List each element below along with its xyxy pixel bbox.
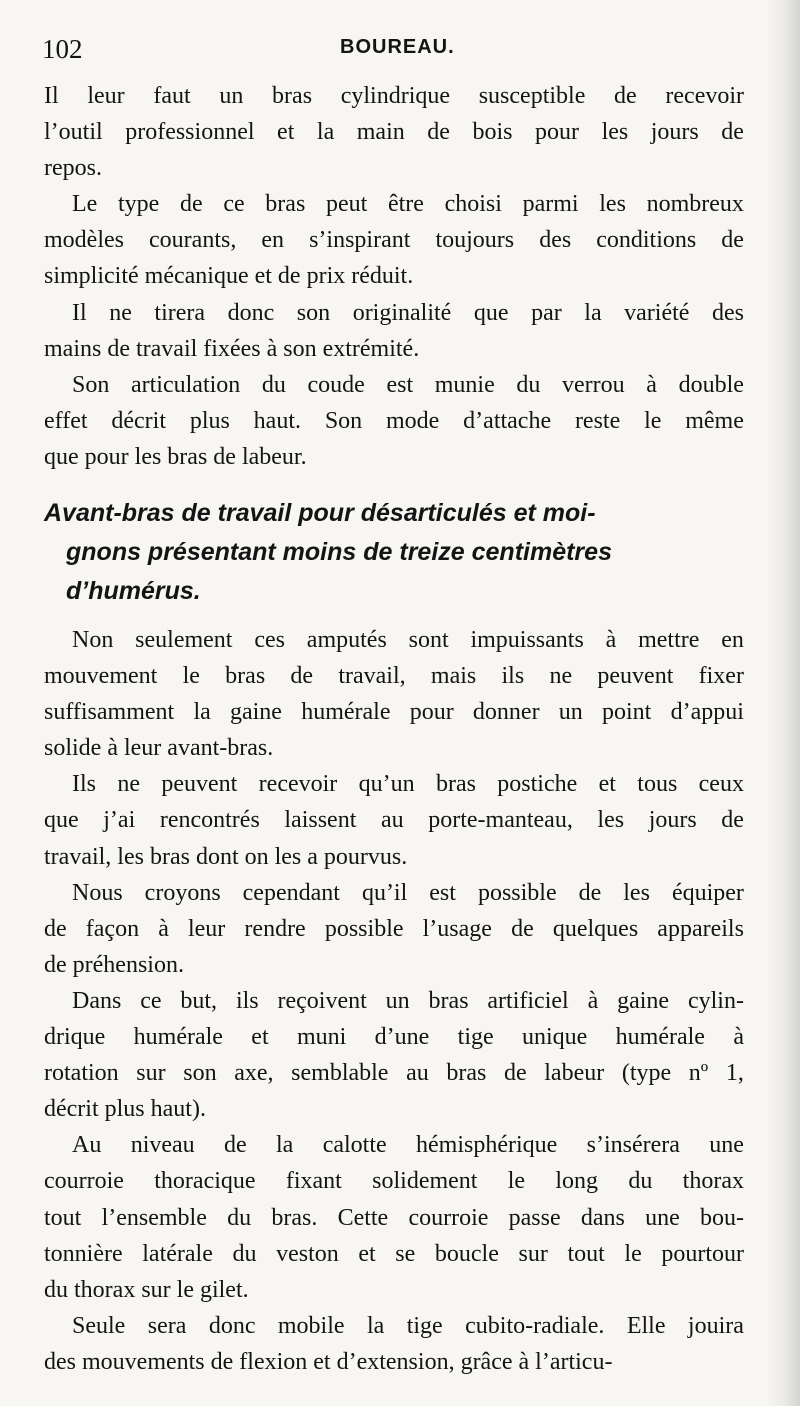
text-line: simplicité mécanique et de prix réduit.: [44, 263, 414, 290]
word: bras: [265, 191, 306, 218]
word: leur: [187, 915, 226, 942]
word: j’ai: [103, 807, 136, 834]
word: cylindrique: [340, 83, 451, 109]
word: qu’il: [361, 879, 408, 906]
text-line: [44, 983, 744, 1019]
word: gaine: [229, 699, 282, 726]
word: humérale: [301, 699, 391, 726]
word: unique: [522, 1024, 588, 1051]
word: travail,: [338, 663, 406, 690]
word: Seule: [72, 1312, 126, 1339]
word: reçoivent: [277, 987, 367, 1014]
word: appareils: [657, 915, 744, 942]
word: bou-: [700, 1204, 744, 1231]
word: toujours: [435, 227, 515, 254]
word: nombreux: [646, 191, 744, 218]
running-head: [42, 32, 742, 68]
word: à: [605, 627, 617, 653]
word: jouira: [687, 1312, 744, 1339]
text-line: [44, 186, 744, 222]
word: la: [316, 119, 335, 146]
word: au: [380, 807, 404, 834]
word: jours: [650, 119, 699, 146]
word: est: [386, 371, 414, 398]
text-line: solide à leur avant-bras.: [44, 735, 274, 762]
word: fixer: [698, 663, 744, 690]
text-line: [44, 802, 744, 838]
running-title: BOUREAU.: [340, 36, 455, 58]
word: bras: [446, 1060, 487, 1087]
word: ils: [235, 987, 259, 1014]
word: à: [646, 371, 657, 398]
word: le: [644, 407, 662, 434]
word: drique: [44, 1024, 106, 1051]
word: du: [628, 1168, 653, 1195]
word: Cette: [337, 1204, 389, 1231]
word: type: [117, 191, 160, 218]
word: fixant: [285, 1168, 342, 1195]
word: la: [366, 1312, 385, 1339]
word: la: [193, 699, 211, 726]
word: mobile: [277, 1312, 345, 1339]
word: un: [219, 83, 244, 109]
word: du: [516, 371, 541, 398]
word: conditions: [596, 227, 697, 254]
word: par: [531, 299, 562, 326]
text-line: travail, les bras dont on les a pourvus.: [44, 843, 408, 870]
word: se: [395, 1240, 416, 1267]
text-line: [44, 694, 744, 730]
word: artificiel: [487, 987, 569, 1014]
word: les: [599, 191, 626, 218]
word: le: [507, 1168, 526, 1195]
word: l’usage: [422, 915, 492, 942]
word: dans: [580, 1204, 625, 1231]
word: mouvement: [44, 663, 158, 690]
text-line: [44, 1200, 744, 1236]
word: thorax: [682, 1168, 744, 1195]
text-line: [44, 1055, 744, 1091]
word: bras.: [271, 1204, 318, 1231]
text-line: [44, 114, 744, 150]
word: son: [183, 1060, 217, 1087]
word: ce: [140, 987, 162, 1014]
body-text-section-2: [44, 622, 744, 1380]
word: coude: [307, 371, 365, 398]
word: au: [406, 1060, 429, 1087]
word: bras: [225, 663, 266, 690]
word: un: [385, 987, 410, 1014]
word: rencontrés: [159, 807, 260, 834]
word: s’insérera: [586, 1132, 680, 1159]
word: les: [601, 119, 629, 146]
word: amputés: [306, 627, 387, 653]
word: sera: [147, 1312, 187, 1339]
word: laissent: [284, 807, 357, 834]
word: effet: [44, 407, 88, 434]
word: latérale: [142, 1240, 213, 1267]
word: d’une: [374, 1024, 430, 1051]
body-text-section-1: [44, 78, 744, 475]
word: tout: [567, 1240, 605, 1267]
word: l’outil: [44, 119, 103, 146]
word: que: [473, 299, 509, 326]
text-line: [44, 1127, 744, 1163]
text-line: des mouvements de flexion et d’extension, grâce à l’articu-: [44, 1348, 613, 1375]
word: peuvent: [161, 771, 238, 798]
word: courants,: [149, 227, 237, 254]
word: courroie: [44, 1168, 124, 1195]
word: des: [712, 299, 744, 326]
word: tige: [406, 1312, 443, 1339]
word: d’attache: [463, 407, 552, 434]
word: des: [539, 227, 572, 254]
word: que: [44, 807, 79, 834]
word: main: [356, 119, 405, 146]
page-edge-shadow: [766, 0, 800, 1406]
text-line: [44, 766, 744, 802]
word: la: [584, 299, 602, 326]
word: pourtour: [661, 1240, 744, 1267]
word: de: [179, 191, 203, 218]
word: Elle: [626, 1312, 666, 1339]
text-line: repos.: [44, 155, 102, 182]
text-line: [44, 875, 744, 911]
word: labeur: [544, 1060, 605, 1087]
word: bras: [428, 987, 469, 1014]
word: Dans: [72, 987, 122, 1014]
text-line: mains de travail fixées à son extrémité.: [44, 335, 420, 362]
word: en: [721, 627, 744, 653]
word: solidement: [372, 1168, 478, 1195]
text-line: [44, 1236, 744, 1272]
text-line: [44, 1308, 744, 1344]
word: seulement: [135, 627, 233, 653]
word: ils: [501, 663, 525, 690]
word: cylin-: [687, 987, 744, 1014]
word: une: [709, 1132, 744, 1159]
page-number: 102: [42, 34, 83, 64]
word: ces: [254, 627, 285, 653]
text-line: décrit plus haut).: [44, 1096, 206, 1123]
word: articulation: [130, 371, 241, 398]
word: plus: [189, 407, 230, 434]
word: être: [387, 191, 424, 218]
word: les: [623, 879, 650, 906]
text-line: [44, 1019, 744, 1055]
word: quelques: [552, 915, 639, 942]
word: muni: [296, 1024, 347, 1051]
word: recevoir: [258, 771, 338, 798]
word: thoracique: [154, 1168, 256, 1195]
word: le: [182, 663, 200, 690]
word: Au: [72, 1132, 102, 1159]
text-line: [44, 367, 744, 403]
word: de: [44, 915, 67, 942]
word: jours: [648, 807, 697, 834]
text-line: [44, 78, 744, 114]
word: passe: [508, 1204, 561, 1231]
word: semblable: [291, 1060, 389, 1087]
word: décrit: [111, 407, 166, 434]
word: but,: [180, 987, 218, 1014]
word: haut.: [253, 407, 301, 434]
word: croyons: [144, 879, 221, 906]
word: ceux: [698, 771, 744, 798]
word: tous: [637, 771, 678, 798]
word: donc: [227, 299, 275, 326]
word: du: [232, 1240, 257, 1267]
word: de: [721, 227, 744, 254]
word: ne: [549, 663, 573, 690]
word: Son: [324, 407, 363, 434]
word: variété: [624, 299, 690, 326]
word: même: [685, 407, 744, 434]
text-line: [44, 222, 744, 258]
word: équiper: [671, 879, 744, 906]
word: de: [721, 119, 744, 146]
word: porte-manteau,: [428, 807, 573, 834]
word: possible: [324, 915, 404, 942]
word: d’appui: [670, 699, 744, 726]
word: reste: [574, 407, 621, 434]
word: professionnel: [125, 119, 255, 146]
word: faut: [153, 83, 191, 109]
word: qu’un: [358, 771, 415, 798]
word: cubito-radiale.: [465, 1312, 605, 1339]
word: choisi: [444, 191, 502, 218]
word: de: [614, 83, 637, 109]
text-line: [44, 658, 744, 694]
word: tige: [457, 1024, 494, 1051]
word: postiche: [497, 771, 578, 798]
word: son: [296, 299, 331, 326]
word: axe,: [234, 1060, 274, 1087]
word: bras: [435, 771, 476, 798]
word: niveau: [130, 1132, 195, 1159]
word: façon: [85, 915, 140, 942]
word: nº: [688, 1060, 709, 1087]
word: 1,: [725, 1060, 744, 1087]
word: de: [503, 1060, 527, 1087]
word: hémisphérique: [416, 1132, 558, 1159]
word: pour: [535, 119, 580, 146]
word: sur: [518, 1240, 548, 1267]
word: l’ensemble: [101, 1204, 207, 1231]
word: Il: [44, 83, 59, 109]
word: Non: [72, 627, 114, 653]
word: long: [555, 1168, 599, 1195]
word: recevoir: [665, 83, 744, 109]
word: en: [261, 227, 285, 254]
word: possible: [477, 879, 557, 906]
word: tout: [44, 1204, 82, 1231]
word: mais: [430, 663, 477, 690]
word: susceptible: [478, 83, 586, 109]
word: point: [602, 699, 652, 726]
word: et: [358, 1240, 376, 1267]
word: sur: [136, 1060, 166, 1087]
text-line: du thorax sur le gilet.: [44, 1276, 249, 1303]
word: bois: [472, 119, 513, 146]
section-heading: [44, 494, 756, 611]
word: donner: [472, 699, 540, 726]
word: peuvent: [597, 663, 674, 690]
word: gaine: [617, 987, 670, 1014]
word: la: [276, 1132, 294, 1159]
word: pour: [409, 699, 454, 726]
text-line: [44, 911, 744, 947]
word: mettre: [638, 627, 700, 653]
text-line: [44, 403, 744, 439]
word: du: [227, 1204, 252, 1231]
word: s’inspirant: [309, 227, 411, 254]
word: tonnière: [44, 1240, 123, 1267]
word: Il: [72, 299, 87, 326]
word: suffisamment: [44, 699, 175, 726]
word: Nous: [72, 879, 123, 906]
heading-line: Avant-bras de travail pour désarticulés et moi-: [44, 499, 596, 527]
word: un: [558, 699, 583, 726]
word: (type: [621, 1060, 672, 1087]
word: cependant: [242, 879, 340, 906]
word: à: [733, 1024, 744, 1051]
word: le: [624, 1240, 642, 1267]
word: impuissants: [470, 627, 584, 653]
word: à: [158, 915, 169, 942]
word: de: [721, 807, 744, 834]
word: de: [511, 915, 534, 942]
word: rendre: [244, 915, 306, 942]
word: est: [429, 879, 456, 906]
word: calotte: [322, 1132, 387, 1159]
word: du: [261, 371, 286, 398]
word: tirera: [154, 299, 206, 326]
word: boucle: [434, 1240, 499, 1267]
word: de: [290, 663, 314, 690]
word: humérale: [133, 1024, 223, 1051]
text-line: [44, 1163, 744, 1199]
heading-line: gnons présentant moins de treize centimètres: [66, 538, 612, 566]
word: de: [578, 879, 602, 906]
word: sont: [408, 627, 449, 653]
word: Ils: [72, 771, 96, 798]
word: rotation: [44, 1060, 119, 1087]
heading-line: d’humérus.: [66, 577, 201, 605]
word: courroie: [408, 1204, 489, 1231]
word: double: [678, 371, 744, 398]
word: Son: [72, 371, 110, 398]
word: peut: [325, 191, 368, 218]
word: Le: [72, 191, 98, 218]
word: ne: [117, 771, 140, 798]
word: leur: [87, 83, 125, 109]
word: veston: [276, 1240, 339, 1267]
word: mode: [386, 407, 440, 434]
text-line: [44, 622, 744, 658]
word: de: [224, 1132, 247, 1159]
word: les: [597, 807, 625, 834]
word: bras: [272, 83, 313, 109]
text-line: que pour les bras de labeur.: [44, 443, 307, 470]
word: et: [251, 1024, 269, 1051]
word: originalité: [352, 299, 452, 326]
word: modèles: [44, 227, 124, 254]
word: donc: [208, 1312, 256, 1339]
word: à: [587, 987, 599, 1014]
word: parmi: [522, 191, 579, 218]
word: humérale: [615, 1024, 705, 1051]
word: ce: [223, 191, 245, 218]
word: munie: [434, 371, 495, 398]
word: une: [645, 1204, 680, 1231]
word: et: [277, 119, 295, 146]
word: verrou: [562, 371, 625, 398]
word: ne: [109, 299, 132, 326]
word: et: [598, 771, 616, 798]
text-line: [44, 295, 744, 331]
text-line: de préhension.: [44, 951, 184, 978]
word: de: [427, 119, 450, 146]
